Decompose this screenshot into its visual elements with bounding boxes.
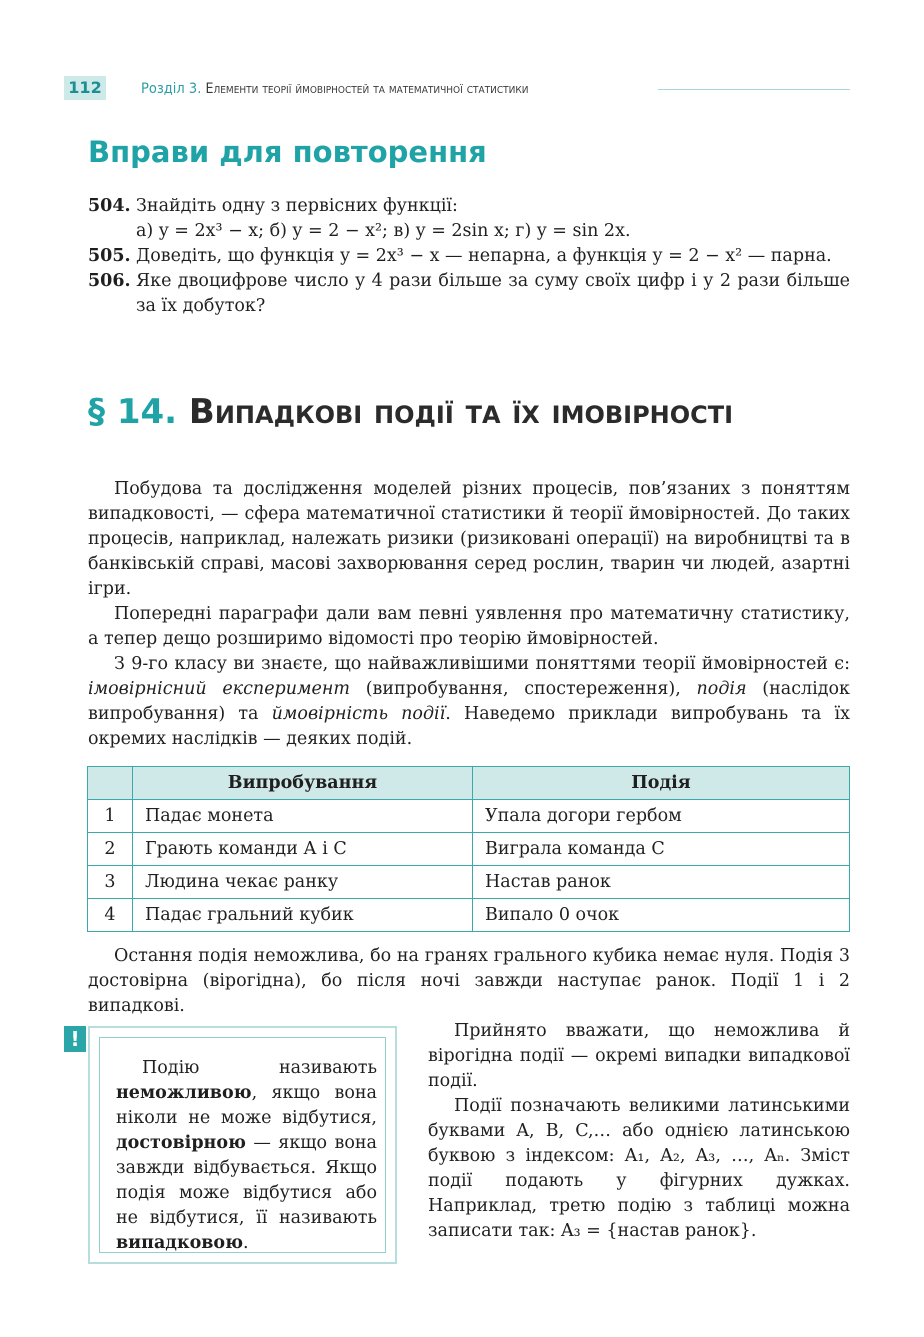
table-cell: Виграла команда С: [473, 833, 850, 866]
table-row: [88, 800, 850, 833]
after-table-text: [88, 944, 850, 1019]
table-cell: 3: [88, 866, 133, 899]
exercise-505: [88, 244, 850, 269]
definition-paragraph: [116, 1056, 377, 1256]
exercise-number: 506.: [88, 271, 131, 291]
body-paragraph: Побудова та дослідження моделей різних процесів, пов’язаних з поняттям випадковості, — сфера математичної статистики й теорії ймовірностей. До таких процесів, наприклад, належать ризики (ризиковані операції) на виробництві та в банківській справі, масові захворювання серед рослин, тварин чи людей, азартні ігри.: [88, 479, 850, 599]
header-rule: [658, 89, 850, 90]
chapter-title: Елементи теорії ймовірностей та математичної статистики: [205, 81, 529, 97]
bold-term: достовірною: [116, 1133, 246, 1153]
definition-text: [116, 1056, 377, 1256]
chapter-label: Розділ 3.: [141, 81, 202, 97]
bold-term: випадковою: [116, 1233, 244, 1253]
table-cell: 1: [88, 800, 133, 833]
definition-box: [88, 1026, 397, 1264]
body-paragraph: Остання подія неможлива, бо на гранях грального кубика немає нуля. Подія 3 достовірна (вірогідна), бо після ночі завжди наступає ранок. Події 1 і 2 випадкові.: [88, 946, 850, 1016]
table-row: [88, 866, 850, 899]
table-cell: Падає гральний кубик: [133, 899, 473, 932]
table-row: [88, 833, 850, 866]
italic-term: ймовірність події: [271, 704, 446, 724]
table-header-cell: Випробування: [133, 767, 473, 800]
body-paragraph: Події позначають великими латинськими буквами A, B, C,… або однією латинською буквою з індексом: A₁, A₂, A₃, …, Aₙ. Зміст події подають у фігурних дужках. Наприклад, третю подію з таблиці можна записати так: A₃ = {настав ранок}.: [428, 1096, 850, 1241]
table-cell: Випало 0 очок: [473, 899, 850, 932]
table-header-row: [88, 767, 850, 800]
text-run: . Наведемо приклади випробувань та їх окремих наслідків — деяких подій.: [88, 704, 850, 749]
text-run: (випробування, спостереження),: [350, 679, 697, 699]
exercise-text: Знайдіть одну з первісних функції:: [136, 196, 458, 216]
table-cell: Грають команди А і С: [133, 833, 473, 866]
paragraph-title: [88, 388, 733, 436]
text-run: — якщо вона завжди відбувається. Якщо подія може відбутися або не відбутися, її називають: [116, 1133, 377, 1228]
exercise-number: 505.: [88, 246, 131, 266]
text-run: (наслідок випробування) та: [88, 679, 850, 724]
table-cell: 2: [88, 833, 133, 866]
body-paragraph: [88, 652, 850, 752]
body-paragraph: Попередні параграфи дали вам певні уявлення про математичну статистику, а тепер дещо розширимо відомості про теорію ймовірностей.: [88, 604, 850, 649]
table-header-cell: Подія: [473, 767, 850, 800]
table-row: [88, 899, 850, 932]
table-cell: 4: [88, 899, 133, 932]
exercise-506: [88, 269, 850, 319]
exercise-504: [88, 194, 850, 219]
table-cell: Настав ранок: [473, 866, 850, 899]
right-column-text: [428, 1019, 850, 1244]
paragraph-symbol: § 14.: [88, 392, 178, 432]
table-cell: Падає монета: [133, 800, 473, 833]
events-table: [87, 766, 850, 932]
text-run: .: [243, 1233, 249, 1253]
text-run: З 9-го класу ви знаєте, що найважливішими поняттями теорії ймовірностей є:: [114, 654, 850, 674]
running-head: [141, 78, 529, 100]
intro-text: [88, 477, 850, 752]
exercise-504-options: а) y = 2x³ − x; б) y = 2 − x²; в) y = 2sin x; г) y = sin 2x.: [136, 221, 631, 241]
table-cell: Людина чекає ранку: [133, 866, 473, 899]
italic-term: імовірнісний експеримент: [88, 679, 351, 699]
review-title: Вправи для повторення: [88, 135, 487, 169]
definition-box-inner: [99, 1037, 386, 1253]
table-header-cell: [88, 767, 133, 800]
exclamation-icon: !: [64, 1026, 86, 1052]
text-run: , якщо вона ніколи не може відбутися,: [116, 1083, 377, 1128]
table-cell: Упала догори гербом: [473, 800, 850, 833]
italic-term: подія: [696, 679, 747, 699]
paragraph-heading: Випадкові події та їх імовірності: [188, 392, 734, 432]
review-exercises: [88, 194, 850, 319]
page-number: 112: [64, 76, 106, 100]
exercise-text: Яке двоцифрове число у 4 рази більше за суму своїх цифр і у 2 рази більше за їх добуток?: [136, 271, 850, 316]
exercise-text: Доведіть, що функція y = 2x³ − x — непарна, а функція y = 2 − x² — парна.: [136, 246, 832, 266]
exercise-number: 504.: [88, 196, 131, 216]
text-run: Подію називають: [142, 1058, 377, 1078]
body-paragraph: Прийнято вважати, що неможлива й вірогідна події — окремі випадки випадкової події.: [428, 1021, 850, 1091]
running-header: [64, 74, 850, 104]
bold-term: неможливою: [116, 1083, 252, 1103]
